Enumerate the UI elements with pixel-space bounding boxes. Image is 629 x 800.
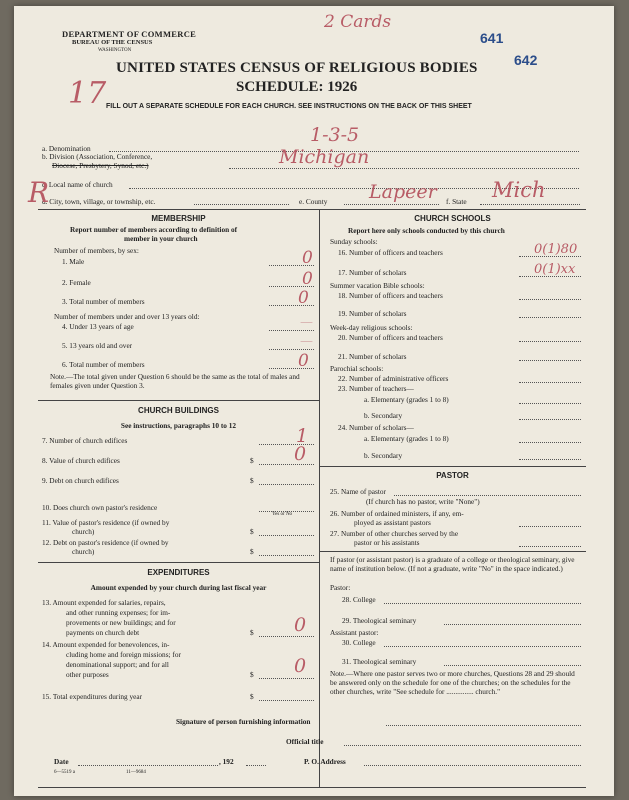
field-denomination-label: a. Denomination <box>42 144 91 153</box>
membership-sub1: Report number of members according to definition of <box>70 225 238 234</box>
q14-line[interactable] <box>259 678 314 679</box>
q26-line[interactable] <box>519 526 581 527</box>
q30-label: 30. College <box>342 638 376 647</box>
pastor-note: Note.—Where one pastor serves two or more churches, Questions 28 and 29 should be answered only on the schedule for one of the churches; on the schedules for the other churches, write "See schedule for ............... church." <box>330 669 575 696</box>
q16-label: 16. Number of officers and teachers <box>338 248 443 257</box>
expenditures-sub: Amount expended by your church during last fiscal year <box>90 583 267 592</box>
membership-sub2: member in your church <box>124 234 198 243</box>
pastor-sublabel: Pastor: <box>330 583 351 592</box>
q23a-label: a. Elementary (grades 1 to 8) <box>364 395 449 404</box>
q12-label: 12. Debt on pastor's residence (if owned by <box>42 538 169 547</box>
q23b-label: b. Secondary <box>364 411 403 420</box>
q24b-line[interactable] <box>519 459 581 460</box>
field-state-label: f. State <box>446 197 467 206</box>
q14-line4: other purposes <box>66 670 109 679</box>
q8-value: 0 <box>294 443 307 465</box>
buildings-rule <box>38 400 319 401</box>
q5-label: 5. 13 years old and over <box>62 341 133 350</box>
q15-dollar: $ <box>250 692 254 701</box>
q31-label: 31. Theological seminary <box>342 657 417 666</box>
q14-value: 0 <box>294 655 307 677</box>
q10-label: 10. Does church own pastor's residence <box>42 503 158 512</box>
q15-label: 15. Total expenditures during year <box>42 692 143 701</box>
field-city-line[interactable] <box>194 204 289 205</box>
city-name: WASHINGTON <box>98 48 132 53</box>
field-division-line[interactable] <box>229 168 579 169</box>
q22-label: 22. Number of administrative officers <box>338 374 449 383</box>
year-label: , 192 <box>219 757 234 766</box>
q8-label: 8. Value of church edifices <box>42 456 120 465</box>
official-title-label: Official title <box>286 737 324 746</box>
assistant-pastor-label: Assistant pastor: <box>330 628 379 637</box>
pastor-rule <box>319 466 586 467</box>
form-code-1: 6—5519 a <box>54 770 75 775</box>
q24b-label: b. Secondary <box>364 451 403 460</box>
date-label: Date <box>54 757 69 766</box>
q18-label: 18. Number of officers and teachers <box>338 291 443 300</box>
state-value: Mich <box>492 178 546 202</box>
q16-value: 0(1)80 <box>534 242 578 257</box>
q13-value: 0 <box>294 614 307 636</box>
q19-line[interactable] <box>519 317 581 318</box>
q28-line[interactable] <box>384 603 581 604</box>
center-divider <box>319 209 320 787</box>
expenditures-title: EXPENDITURES <box>147 568 210 577</box>
under-over-label: Number of members under and over 13 years old: <box>54 312 200 321</box>
buildings-sub: See instructions, paragraphs 10 to 12 <box>120 421 237 430</box>
q20-label: 20. Number of officers and teachers <box>338 333 443 342</box>
expenditures-rule <box>38 562 319 563</box>
form-title: UNITED STATES CENSUS OF RELIGIOUS BODIES <box>116 60 478 76</box>
bureau-name: BUREAU OF THE CENSUS <box>72 39 153 46</box>
handwritten-r-mark: R <box>28 176 50 209</box>
po-address-label: P. O. Address <box>304 757 346 766</box>
q5-line[interactable] <box>269 349 314 350</box>
q3-value: 0 <box>298 288 309 308</box>
date-line[interactable] <box>78 765 218 766</box>
form-instructions: FILL OUT A SEPARATE SCHEDULE FOR EACH CHURCH. SEE INSTRUCTIONS ON THE BACK OF THIS SHEET <box>106 103 472 110</box>
q13-line1: 13. Amount expended for salaries, repairs, <box>42 598 166 607</box>
county-value: Lapeer <box>369 181 437 203</box>
denomination-value: 1-3-5 <box>310 124 360 146</box>
q2-label: 2. Female <box>62 278 91 287</box>
stamp-number-641: 641 <box>480 30 504 46</box>
q23b-line[interactable] <box>519 419 581 420</box>
q11-label: 11. Value of pastor's residence (if owned by <box>42 518 170 527</box>
yes-no-hint: Yes or No <box>272 512 293 517</box>
q15-line[interactable] <box>259 700 314 701</box>
q21-line[interactable] <box>519 360 581 361</box>
department-name: DEPARTMENT OF COMMERCE <box>62 29 197 39</box>
q26-sublabel: ployed as assistant pastors <box>354 518 431 527</box>
field-local-name-label: c. Local name of church <box>42 180 113 189</box>
q26-label: 26. Number of ordained ministers, if any, em- <box>330 509 464 518</box>
pastor-title: PASTOR <box>436 471 469 480</box>
bottom-rule <box>38 787 586 788</box>
q12-sublabel: church) <box>72 547 95 556</box>
q11-dollar: $ <box>250 527 254 536</box>
q27-sublabel: pastor or his assistants <box>354 538 420 547</box>
q20-line[interactable] <box>519 341 581 342</box>
q13-line3: provements or new buildings; and for <box>66 618 176 627</box>
q25-line[interactable] <box>394 495 581 496</box>
signature-line[interactable] <box>386 725 581 726</box>
q18-line[interactable] <box>519 299 581 300</box>
q23a-line[interactable] <box>519 403 581 404</box>
po-address-line[interactable] <box>364 765 581 766</box>
form-code-2: 11—9684 <box>126 770 146 775</box>
buildings-title: CHURCH BUILDINGS <box>138 406 219 415</box>
top-rule <box>38 209 586 210</box>
q12-line[interactable] <box>259 555 314 556</box>
q17-value: 0(1)xx <box>534 262 576 277</box>
parochial-label: Parochial schools: <box>330 364 384 373</box>
field-division-sublabel: Diocese, Presbytery, Synod, etc.) <box>52 161 149 170</box>
q17-label: 17. Number of scholars <box>338 268 407 277</box>
q21-label: 21. Number of scholars <box>338 352 407 361</box>
schools-sub: Report here only schools conducted by this church <box>348 226 505 235</box>
q11-sublabel: church) <box>72 527 95 536</box>
q14-line1: 14. Amount expended for benevolences, in- <box>42 640 170 649</box>
q19-label: 19. Number of scholars <box>338 309 407 318</box>
q9-dollar: $ <box>250 476 254 485</box>
summer-label: Summer vacation Bible schools: <box>330 281 425 290</box>
q28-label: 28. College <box>342 595 376 604</box>
q9-label: 9. Debt on church edifices <box>42 476 119 485</box>
q25-label: 25. Name of pastor <box>330 487 386 496</box>
q4-label: 4. Under 13 years of age <box>62 322 134 331</box>
q1-label: 1. Male <box>62 257 85 266</box>
year-line[interactable] <box>246 765 266 766</box>
q24a-label: a. Elementary (grades 1 to 8) <box>364 434 449 443</box>
q4-value: — <box>300 315 313 330</box>
q27-line[interactable] <box>519 546 581 547</box>
q11-line[interactable] <box>259 535 314 536</box>
q30-line[interactable] <box>384 646 581 647</box>
field-state-line[interactable] <box>480 204 580 205</box>
q13-dollar: $ <box>250 628 254 637</box>
q1-value: 0 <box>302 248 313 268</box>
q6-value: 0 <box>298 351 309 371</box>
q22-line[interactable] <box>519 382 581 383</box>
q14-line3: denominational support; and for all <box>66 660 169 669</box>
handwritten-cards-note: 2 Cards <box>324 12 392 32</box>
q29-label: 29. Theological seminary <box>342 616 417 625</box>
handwritten-seventeen: 17 <box>68 76 107 111</box>
field-county-label: e. County <box>299 197 328 206</box>
q8-dollar: $ <box>250 456 254 465</box>
q7-value: 1 <box>296 425 309 447</box>
q13-line4: payments on church debt <box>66 628 140 637</box>
q6-label: 6. Total number of members <box>62 360 145 369</box>
q23-label: 23. Number of teachers— <box>338 384 414 393</box>
q4-line[interactable] <box>269 330 314 331</box>
q27-label: 27. Number of other churches served by the <box>330 529 459 538</box>
q5-value: — <box>300 334 313 349</box>
stamp-number-642: 642 <box>514 52 538 68</box>
q12-dollar: $ <box>250 547 254 556</box>
q14-dollar: $ <box>250 670 254 679</box>
graduate-instructions: If pastor (or assistant pastor) is a graduate of a college or theological seminary, give name of institution below. (If not a graduate, write "No" in the space indicated.) <box>330 555 575 573</box>
membership-note: Note.—The total given under Question 6 should be the same as the total of males and females given under Question 3. <box>50 372 300 390</box>
q14-line2: cluding home and foreign missions; for <box>66 650 181 659</box>
field-county-line[interactable] <box>344 204 439 205</box>
q13-line2: and other running expenses; for im- <box>66 608 171 617</box>
q31-line[interactable] <box>444 665 581 666</box>
signature-label: Signature of person furnishing information <box>176 717 311 726</box>
q29-line[interactable] <box>444 624 581 625</box>
q9-line[interactable] <box>259 484 314 485</box>
field-division-label: b. Division (Association, Conference, <box>42 152 153 161</box>
by-sex-label: Number of members, by sex: <box>54 246 139 255</box>
census-schedule-page <box>14 6 614 796</box>
official-title-line[interactable] <box>344 745 581 746</box>
q24a-line[interactable] <box>519 442 581 443</box>
q24-label: 24. Number of scholars— <box>338 423 414 432</box>
weekday-label: Week-day religious schools: <box>330 323 413 332</box>
q25-hint: (If church has no pastor, write "None") <box>366 497 480 506</box>
schedule-title: SCHEDULE: 1926 <box>236 79 358 95</box>
field-city-label: d. City, town, village, or township, etc. <box>42 197 156 206</box>
grad-rule <box>319 551 586 552</box>
membership-title: MEMBERSHIP <box>151 214 206 223</box>
sunday-label: Sunday schools: <box>330 237 378 246</box>
q13-line[interactable] <box>259 636 314 637</box>
division-value: Michigan <box>279 146 370 168</box>
schools-title: CHURCH SCHOOLS <box>414 214 491 223</box>
q7-label: 7. Number of church edifices <box>42 436 128 445</box>
q2-value: 0 <box>302 269 313 289</box>
q3-label: 3. Total number of members <box>62 297 145 306</box>
